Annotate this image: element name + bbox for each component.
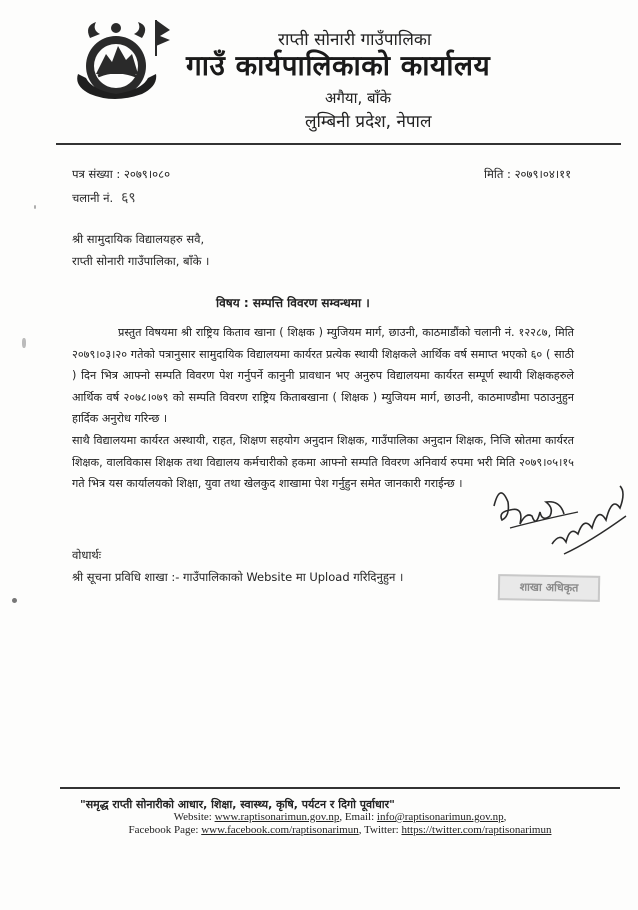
cc-recipient: श्री सूचना प्रविधि शाखा :- गाउँपालिकाको Website मा Upload गरिदिनुहुन । — [72, 570, 404, 584]
email-end: , — [503, 811, 507, 823]
cc-label: वोधार्थः — [72, 548, 102, 562]
scan-speck — [34, 205, 36, 209]
footer-social-line — [60, 824, 620, 836]
footer-divider — [60, 787, 620, 789]
facebook-link[interactable]: www.facebook.com/raptisonarimun — [201, 824, 359, 836]
office-location: अगैया, बाँके — [325, 89, 391, 107]
twitter-label: , Twitter: — [358, 824, 399, 836]
office-province: लुम्बिनी प्रदेश, नेपाल — [305, 112, 432, 132]
email-link[interactable]: info@raptisonarimun.gov.np — [376, 811, 504, 823]
letter-subject: विषय : सम्पत्ति विवरण सम्वन्धमा । — [216, 296, 370, 310]
dispatch-number-value: ६९ — [121, 190, 136, 206]
recipient-line-2: राप्ती सोनारी गाउँपालिका, बाँके । — [72, 254, 210, 268]
dispatch-number-label: चलानी नं. — [72, 191, 114, 205]
body-paragraph-1: प्रस्तुत विषयमा श्री राष्ट्रिय किताव खाना ( शिक्षक ) म्युजियम मार्ग, छाउनी, काठमाडौंको चलानी नं. १२२८७, मिति २०७९।०३।२० गतेको पत्रानुसार सामुदायिक विद्यालयमा कार्यरत प्रत्येक स्थायी शिक्षकले आर्थिक वर्ष समाप्त भएको ६० ( साठी ) दिन भित्र आफ्नो सम्पति विवरण पेश गर्नुपर्ने कानुनी प्रावधान भए अनुरुप विद्यालयमा कार्यरत सम्पूर्ण स्थायी शिक्षकहरुले आर्थिक वर्ष २०७८।०७९ को सम्पति विवरण राष्ट्रिय किताबखाना ( शिक्षक ) म्युजियम मार्ग, छाउनी, काठमाण्डौमा पठाउनुहुन हार्दिक अनुरोध गरिन्छ । — [72, 326, 574, 426]
twitter-link[interactable]: https://twitter.com/raptisonarimun — [401, 824, 552, 836]
reference-number: पत्र संख्या : २०७९।०८० — [72, 167, 171, 181]
scan-speck — [12, 598, 17, 603]
footer-motto: "समृद्ध राप्ती सोनारीको आधार, शिक्षा, स्वास्थ्य, कृषि, पर्यटन र दिगो पूर्वाधार" — [80, 798, 395, 811]
handwritten-signature-icon — [480, 472, 630, 568]
stamp-text: शाखा अधिकृत — [519, 580, 579, 595]
office-title: गाउँ कार्यपालिकाको कार्यालय — [186, 49, 491, 82]
email-label: , Email: — [339, 811, 375, 823]
dispatch-number-row — [72, 188, 136, 207]
letter-date: मिति : २०७९।०४।११ — [484, 167, 572, 181]
nepal-government-emblem-icon — [70, 16, 180, 102]
scan-speck — [22, 338, 26, 348]
header-divider — [56, 143, 621, 145]
officer-stamp — [498, 574, 600, 602]
facebook-label: Facebook Page: — [128, 824, 199, 836]
footer-contact-line — [60, 811, 620, 823]
recipient-line-1: श्री सामुदायिक विद्यालयहरु सवै, — [72, 232, 205, 246]
website-link[interactable]: www.raptisonarimun.gov.np — [214, 811, 340, 823]
body-paragraph-2: साथै विद्यालयमा कार्यरत अस्थायी, राहत, शिक्षण सहयोग अनुदान शिक्षक, गाउँपालिका अनुदान शिक्षक, निजि स्रोतमा कार्यरत शिक्षक, वालविकास शिक्षक तथा विद्यालय कर्मचारीको हकमा आफ्नो सम्पति विवरण अनिवार्य रुपमा भरी मिति २०७९।०५।१५ गते भित्र यस कार्यालयको शिक्षा, युवा तथा खेलकुद शाखामा पेश गर्नुहुन समेत जानकारी गराईन्छ । — [72, 434, 574, 491]
office-municipality-name: राप्ती सोनारी गाउँपालिका — [278, 30, 432, 50]
website-label: Website: — [173, 811, 212, 823]
